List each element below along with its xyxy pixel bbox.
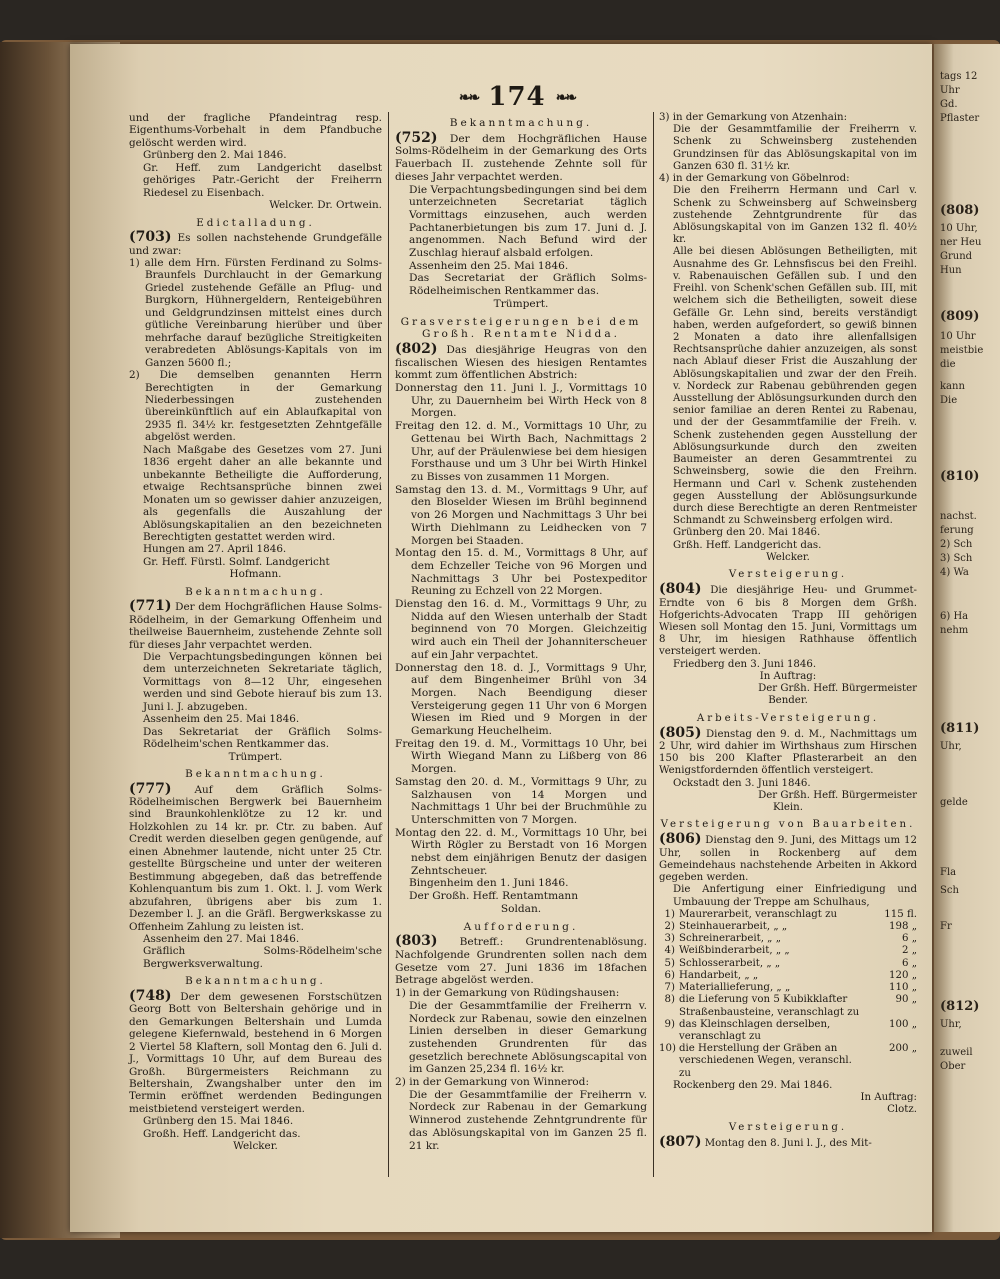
adjacent-page-text: Fr: [940, 921, 952, 932]
paragraph: Gr. Heff. zum Landgericht daselbst gehöriges Patr.-Gericht der Freiherrn Riedesel zu Eisenbach.: [143, 161, 382, 199]
paragraph: Assenheim den 27. Mai 1846.: [143, 933, 300, 945]
cost-item-number: 5): [664, 957, 675, 969]
notice-lead: [129, 780, 382, 933]
notice-text: Es sollen nachstehende Grundgefälle und zwar:: [129, 232, 382, 257]
cost-item: [659, 994, 917, 1018]
notice-number: (803): [395, 933, 438, 950]
section-heading: Bekanntmachung.: [185, 768, 326, 781]
section-heading: Grasversteigerungen bei dem Großh. Rentamte Nidda.: [400, 315, 642, 341]
cost-item-label: das Kleinschlagen derselben, veranschlagt zu: [679, 1018, 831, 1042]
cost-item-amount: 100 „: [889, 1018, 917, 1030]
paragraph: Ockstadt den 3. Juni 1846.: [673, 777, 811, 789]
cost-item: [659, 1019, 917, 1043]
adjacent-page-text: nehm: [940, 625, 969, 636]
cost-item-number: 10): [659, 1043, 676, 1055]
notice-number: (752): [395, 129, 438, 146]
notice-lead: [395, 935, 647, 987]
cost-item: [659, 982, 917, 994]
list-entry: Donnerstag den 18. d. J., Vormittags 9 Uhr, auf dem Bingenheimer Brühl von 34 Morgen. Nach Beendigung dieser Versteigerung gegen 11 Uhr von 6 Morgen Wiesen im Ried und 9 Morgen in der Gemarkung Heuchelheim.: [395, 661, 647, 738]
notice-number: (802): [395, 340, 438, 357]
adjacent-page-text: 3) Sch: [940, 553, 973, 564]
list-entry: 3) in der Gemarkung von Atzenhain:: [659, 112, 848, 123]
adjacent-page-text: nachst.: [940, 511, 977, 522]
adjacent-page-text: ner Heu: [940, 237, 982, 248]
adjacent-page-text: (809): [940, 309, 980, 324]
ornament-left-icon: ❧❧: [458, 90, 479, 106]
cost-item-label: Maurerarbeit, veranschlagt zu: [679, 908, 838, 920]
cost-item-amount: 2 „: [902, 945, 917, 957]
paragraph: Gr. Heff. Fürstl. Solmf. Landgericht: [143, 555, 330, 568]
signature-line: Clotz.: [887, 1104, 917, 1116]
paragraph: Assenheim den 25. Mai 1846.: [409, 259, 569, 272]
adjacent-page-text: kann: [940, 381, 965, 392]
column-left: [129, 112, 382, 1153]
cost-item-label: Handarbeit, „ „: [679, 969, 759, 981]
paragraph: Die Verpachtungsbedingungen können bei dem unterzeichneten Sekretariate täglich, Vormittags von 8—12 Uhr, eingesehen werden und sind Gebote hierauf bis zum 13. Juni l. J. abzugeben.: [143, 651, 382, 713]
notice-text: Betreff.: Grundrentenablösung. Nachfolgende Grundrenten sollen nach dem Gesetze vom 27. Juni 1836 im 18fachen Betrage abgelöst werden.: [395, 936, 648, 987]
cost-item-label: die Herstellung der Gräben an verschiedenen Wegen, veranschl. zu: [679, 1043, 852, 1079]
cost-item-label: Weißbinderarbeit, „ „: [679, 945, 790, 957]
paragraph: Das Sekretariat der Gräflich Solms-Rödelheim'schen Rentkammer das.: [143, 725, 382, 751]
adjacent-page-text: Grund: [940, 251, 973, 262]
signature-line: In Auftrag:: [860, 1092, 917, 1104]
list-entry: Donnerstag den 11. Juni l. J., Vormittags 10 Uhr, zu Dauernheim bei Wirth Heck von 8 Morgen.: [395, 382, 647, 420]
cost-item-label: Materiallieferung, „ „: [679, 982, 791, 994]
adjacent-page-text: (810): [940, 469, 980, 484]
cost-item-amount: 120 „: [889, 969, 917, 981]
signature: Hofmann.: [229, 568, 282, 581]
adjacent-page-text: gelde: [940, 797, 968, 808]
paragraph: und der fragliche Pfandeintrag resp. Eigenthums-Vorbehalt in dem Pfandbuche gelöscht werden wird.: [129, 112, 382, 149]
paragraph: Grßh. Heff. Landgericht das.: [673, 539, 822, 551]
signature: Klein.: [773, 802, 803, 814]
notice-lead: [659, 833, 917, 884]
cost-item-amount: 200 „: [889, 1043, 917, 1055]
adjacent-page-text: Pflaster: [940, 113, 980, 124]
list-entry: Montag den 15. d. M., Vormittags 8 Uhr, auf dem Echzeller Teiche von 96 Morgen und Nachmittags 3 Uhr bei Postexpeditor Reuning zu Echzell von 22 Morgen.: [395, 547, 647, 598]
list-entry: Freitag den 12. d. M., Vormittags 10 Uhr, zu Gettenau bei Wirth Bach, Nachmittags 2 Uhr, auf der Präulenwiese bei dem hiesigen Forsthause und um 3 Uhr bei Wirth Hinkel zu Bisses von zusammen 11 Morgen.: [395, 420, 647, 483]
cost-item: [659, 970, 917, 982]
adjacent-page-text: Uhr: [940, 85, 960, 96]
paragraph: Die den Freiherrn Hermann und Carl v. Schenk zu Schweinsberg auf Schweinsberg zustehende Zehntgrundrente für das Ablösungskapital von im Ganzen 132 fl. 40½ kr.: [673, 185, 917, 246]
adjacent-page-text: Sch: [940, 885, 959, 896]
notice-text: Dienstag den 9. d. M., Nachmittags um 2 Uhr, wird dahier im Wirthshaus zum Hirschen 150 bis 200 Klafter Pflasterarbeit an den Wenigstfordernden öffentlich versteigert.: [659, 728, 917, 777]
column-right: [659, 112, 917, 1150]
cost-item: [659, 945, 917, 957]
notice-lead: [129, 987, 382, 1116]
adjacent-page-text: (812): [940, 999, 980, 1014]
paragraph: Großh. Heff. Landgericht das.: [143, 1127, 301, 1140]
cost-item: [659, 1043, 917, 1080]
cost-item-number: 4): [664, 945, 675, 957]
adjacent-page-text: 10 Uhr: [940, 331, 976, 342]
cost-item-label: Schlosserarbeit, „ „: [679, 957, 781, 969]
section-heading: Bekanntmachung.: [185, 585, 326, 598]
adjacent-page-text: Ober: [940, 1061, 966, 1072]
cost-item-amount: 6 „: [902, 933, 917, 945]
adjacent-page-text: Gd.: [940, 99, 958, 110]
notice-lead: [129, 231, 382, 257]
page-number: [452, 82, 582, 112]
notice-lead: [659, 724, 917, 778]
signature: Trümpert.: [493, 297, 549, 310]
list-entry: Dienstag den 16. d. M., Vormittags 9 Uhr, zu Nidda auf den Wiesen unterhalb der Stadt beginnend von 70 Morgen. Gleichzeitig wird auch ein Theil der Johanniterscheuer auf ein Jahr verpachtet.: [395, 598, 647, 661]
notice-lead: [395, 340, 647, 382]
section-heading: Versteigerung.: [728, 1121, 848, 1133]
notice-text: Montag den 8. Juni l. J., des Mit-: [704, 1137, 872, 1149]
signature-line: Welcker. Dr. Ortwein.: [269, 199, 382, 212]
paragraph: Grünberg den 20. Mai 1846.: [673, 527, 821, 539]
cost-item-number: 7): [664, 982, 675, 994]
cost-item-amount: 110 „: [889, 982, 917, 994]
paragraph: Die der Gesammtfamilie der Freiherrn v. Nordeck zur Rabenau in der Gemarkung Winnerod zustehende Zehntgrundrente für das Ablösungskapital von im Ganzen 25 fl. 21 kr.: [409, 1088, 647, 1152]
notice-text: Die diesjährige Heu- und Grummet-Erndte von 6 bis 8 Morgen dem Grßh. Hofgerichts-Advocaten Trapp III gehörigen Wiesen soll Montag den 15. Juni, Vormittags um 8 Uhr, im hiesigen Rathhause öffentlich versteigert werden.: [659, 585, 917, 658]
paragraph: Nach Maßgabe des Gesetzes vom 27. Juni 1836 ergeht daher an alle bekannte und unbekannte Betheiligte die Aufforderung, etwaige Rechtsansprüche binnen zwei Monaten um so gewisser dahier anzuzeigen, als gegenfalls die Auszahlung der Ablösungskapitalien an den bezeichneten Berechtigten gestattet werden wird.: [143, 443, 382, 543]
cost-item-number: 6): [664, 969, 675, 981]
notice-text: Dienstag den 9. Juni, des Mittags um 12 Uhr, sollen in Rockenberg auf dem Gemeindehaus nachstehende Arbeiten in Akkord gegeben werden.: [659, 835, 917, 884]
ornament-right-icon: ❧❧: [555, 90, 576, 106]
section-heading: Bekanntmachung.: [185, 975, 326, 988]
paragraph: Die Anfertigung einer Einfriedigung und Umbauung der Treppe am Schulhaus,: [673, 884, 917, 908]
paragraph: Friedberg den 3. Juni 1846.: [673, 658, 817, 670]
adjacent-page-text: 2) Sch: [940, 539, 973, 550]
cost-item: [659, 921, 917, 933]
adjacent-page-text: (811): [940, 721, 980, 736]
section-heading: Bekanntmachung.: [449, 117, 593, 129]
notice-lead: [129, 600, 382, 651]
cost-item-number: 2): [664, 921, 675, 932]
signature: In Auftrag:: [759, 670, 817, 682]
adjacent-page-text: ferung: [940, 525, 974, 536]
paragraph: Die Verpachtungsbedingungen sind bei dem unterzeichneten Secretariat täglich Vormittags einzusehen, auch werden Pachtanerbietungen bis zum 17. Juni d. J. angenommen. Nach Befund wird der Zuschlag hierauf alsbald erfolgen.: [409, 183, 647, 260]
signature-line: Der Grßh. Heff. Bürgermeister: [758, 683, 917, 695]
column-rule: [388, 112, 389, 1177]
cost-item-label: Schreinerarbeit, „ „: [679, 933, 781, 945]
signature: Trümpert.: [228, 750, 283, 763]
adjacent-page-text: Uhr,: [940, 741, 962, 752]
signature: Welcker.: [233, 1140, 278, 1153]
cost-item-number: 9): [664, 1018, 675, 1030]
list-entry: 2) Die demselben genannten Herrn Berechtigten in der Gemarkung Niederbessingen zustehenden übereinkünftlich auf ein Ablaufkapital von 2935 fl. 34½ kr. festgesetzten Zehntgefälle abgelöst werden.: [129, 369, 382, 444]
cost-item: [659, 909, 917, 921]
cost-item: [659, 933, 917, 945]
paragraph: Das Secretariat der Gräflich Solms-Rödelheimischen Rentkammer das.: [409, 272, 647, 298]
notice-lead: [395, 129, 647, 184]
notice-lead: [659, 1133, 917, 1150]
cost-item-amount: 6 „: [902, 957, 917, 969]
cost-item-amount: 90 „: [895, 994, 917, 1006]
list-entry: 1) alle dem Hrn. Fürsten Ferdinand zu Solms-Braunfels Durchlaucht in der Gemarkung Griedel zustehende Gefälle an Pflug- und Burgkorn, Hühnergeldern, Renteigebühren und Geldgrundzinsen mittelst eines durch gütliche Vereinbarung hierüber und über mehrfache darauf bezügliche Streitigkeiten verabredeten Ablösungs-Kapitals von im Ganzen 5600 fl.;: [129, 256, 382, 369]
adjacent-page-edge: [934, 44, 1000, 1232]
cost-item-label: Steinhauerarbeit, „ „: [679, 921, 788, 932]
paragraph: Hungen am 27. April 1846.: [143, 543, 287, 556]
column-rule: [653, 112, 654, 1177]
paragraph: Die der Gesammtfamilie der Freiherrn v. Nordeck zur Rabenau, sowie den einzelnen Linien derselben in dieser Gemarkung zustehenden Grundrenten für das gesetzlich berechnete Ablösungscapital von im Ganzen 25,234 fl. 16½ kr.: [409, 999, 647, 1076]
cost-item-number: 1): [664, 908, 675, 920]
notice-number: (807): [659, 1133, 702, 1150]
adjacent-page-text: 10 Uhr,: [940, 223, 978, 234]
cost-item-number: 3): [664, 933, 675, 945]
adjacent-page-text: Fla: [940, 867, 957, 878]
list-entry: 2) in der Gemarkung von Winnerod:: [395, 1076, 590, 1089]
list-entry: 4) in der Gemarkung von Göbelnrod:: [659, 173, 850, 185]
paragraph: Alle bei diesen Ablösungen Betheiligten, mit Ausnahme des Gr. Lehnsfiscus bei den Freihl. v. Rabenauischen Gefällen sub. I und den Freihl. von Schenk'schen Gefällen sub. III, mit welchem sich die Betheiligten, soweit diese Gefälle Gr. Lehn sind, bereits verständigt haben, werden aufgefordert, so gewiß binnen 2 Monaten a dato ihre allenfallsigen Rechtsansprüche dahier anzuzeigen, als sonst nach Ablauf dieser Frist die Auszahlung der Ablösungskapitalien und zwar der den Freih. v. Nordeck zur Rabenau gebührenden gegen Ausstellung der Ablösungsurkunden durch den senior familiae an deren Rentei zu Rabenau, und der der Gesammtfamilie der Freih. v. Schenk zustehenden gegen Ausstellung der Ablösungsurkunde durch den zweiten Baumeister an deren Gesammtrentei zu Schweinsberg, sowie die den Freihrn. Hermann und Carl v. Schenk zustehenden gegen Ausstellung der Ablösungsurkunde durch diese Berechtigte an deren Rentmeister Schmandt zu Schweinsberg erfolgen wird.: [673, 246, 917, 527]
adjacent-page-text: Die: [940, 395, 958, 406]
paragraph: Grünberg den 2. Mai 1846.: [143, 149, 287, 162]
notice-text: Der dem gewesenen Forstschützen Georg Bott von Beltershain gehörige und in den Gemarkungen Beltershain und Lumda gelegene Kiefernwald, bestehend in 6 Morgen 2 Viertel 58 Klaftern, soll Montag den 6. Juli d. J., Vormittags 10 Uhr, auf dem Bureau des Großh. Bürgermeisters Reichmann zu Beltershain, Zwangshalber unter den im Termin eröffnet werdenden Bedingungen meistbietend versteigert werden.: [129, 990, 382, 1115]
cost-item-amount: 198 „: [889, 921, 917, 932]
paragraph: Assenheim den 25. Mai 1846.: [143, 713, 300, 726]
adjacent-page-text: meistbie: [940, 345, 984, 356]
cost-item-number: 8): [664, 994, 675, 1006]
cost-item-label: die Lieferung von 5 Kubikklafter Straßenbausteine, veranschlagt zu: [679, 994, 860, 1018]
list-entry: Samstag den 20. d. M., Vormittags 9 Uhr, zu Salzhausen von 14 Morgen und Nachmittags 1 Uhr bei der Bruchmühle zu Unterschmitten von 7 Morgen.: [395, 775, 647, 826]
adjacent-page-text: die: [940, 359, 956, 370]
cost-list: [659, 909, 917, 1080]
signature: Bender.: [768, 695, 808, 707]
paragraph: Gräflich Solms-Rödelheim'sche Bergwerksverwaltung.: [143, 945, 382, 970]
adjacent-page-text: 6) Ha: [940, 611, 969, 622]
notice-number: (748): [129, 987, 172, 1004]
section-heading: Aufforderung.: [463, 920, 579, 933]
notice-number: (777): [129, 780, 172, 797]
adjacent-page-text: (808): [940, 203, 980, 218]
list-entry: Freitag den 19. d. M., Vormittags 10 Uhr, bei Wirth Wiegand Mann zu Lißberg von 86 Morgen.: [395, 737, 647, 776]
paragraph: Bingenheim den 1. Juni 1846.: [409, 877, 569, 890]
signature: Soldan.: [500, 902, 542, 915]
adjacent-page-text: zuweil: [940, 1047, 973, 1058]
notice-text: Das diesjährige Heugras von den fiscalischen Wiesen des hiesigen Rentamtes kommt zum öffentlichen Abstrich:: [395, 343, 647, 382]
page-number-text: 174: [488, 82, 546, 112]
notice-text: Der dem Hochgräflichen Hause Solms-Rödelheim, in der Gemarkung Offenheim und theilweise Bauernheim, zustehende Zehnte soll für dieses Jahr verpachtet werden.: [129, 601, 382, 651]
cost-item: [659, 958, 917, 970]
notice-number: (771): [129, 598, 172, 615]
notice-lead: [659, 583, 917, 658]
adjacent-page-text: Hun: [940, 265, 962, 276]
adjacent-page-text: 4) Wa: [940, 567, 969, 578]
notice-number: (703): [129, 229, 172, 246]
column-middle: [395, 112, 647, 1152]
cost-item-amount: 115 fl.: [884, 908, 917, 920]
notice-text: Der dem Hochgräflichen Hause Solms-Rödelheim in der Gemarkung des Orts Fauerbach II. zustehende Zehnte soll für dieses Jahr verpachtet werden.: [395, 132, 647, 183]
signature: Welcker.: [766, 551, 810, 563]
notice-number: (805): [659, 724, 702, 741]
paragraph: Grünberg den 15. Mai 1846.: [143, 1115, 294, 1128]
notice-number: (804): [659, 581, 702, 598]
signature-line: Der Grßh. Heff. Bürgermeister: [758, 789, 917, 801]
list-entry: Samstag den 13. d. M., Vormittags 9 Uhr, auf den Bloselder Wiesen im Brühl beginnend von 26 Morgen und Nachmittags 3 Uhr bei Wirth Diehlmann zu Leidhecken von 7 Morgen bei Staaden.: [395, 483, 647, 547]
section-heading: Arbeits-Versteigerung.: [696, 712, 880, 724]
section-heading: Versteigerung.: [728, 569, 848, 581]
list-entry: 1) in der Gemarkung von Rüdingshausen:: [395, 987, 620, 1000]
section-heading: Versteigerung von Bauarbeiten.: [660, 819, 916, 831]
list-entry: Montag den 22. d. M., Vormittags 10 Uhr, bei Wirth Rögler zu Berstadt von 16 Morgen nebst dem einjährigen Benutz der dasigen Zehntscheuer.: [395, 826, 647, 877]
section-heading: Edictalladung.: [196, 216, 315, 229]
paragraph: Die der Gesammtfamilie der Freiherrn v. Schenk zu Schweinsberg zustehenden Grundzinsen für das Ablösungskapital von im Ganzen 630 fl. 31½ kr.: [673, 124, 917, 172]
adjacent-page-text: Uhr,: [940, 1019, 962, 1030]
notice-text: Auf dem Gräflich Solms-Rödelheimischen Bergwerk bei Bauernheim sind Braunkohlenklötze zu 12 kr. und Holzkohlen zu 14 kr. pr. Ctr. zu baben. Auf Credit werden dieselben gegen genügende, auf einen Abnehmer lautende, nicht unter 25 Ctr. gestellte Bürgscheine und unter der weiteren Bestimmung abgegeben, daß das betreffende Kohlenquantum bis zum 1. Okt. l. J. vom Werk abzufahren, übrigens aber bis zum 1. Dezember l. J. an die Gräfl. Bergwerkskasse zu Offenheim Zahlung zu leisten ist.: [129, 783, 382, 933]
adjacent-page-text: tags 12: [940, 71, 978, 82]
notice-number: (806): [659, 831, 702, 848]
paragraph: Der Großh. Heff. Rentamtmann: [409, 890, 579, 903]
paragraph: Rockenberg den 29. Mai 1846.: [673, 1079, 833, 1091]
